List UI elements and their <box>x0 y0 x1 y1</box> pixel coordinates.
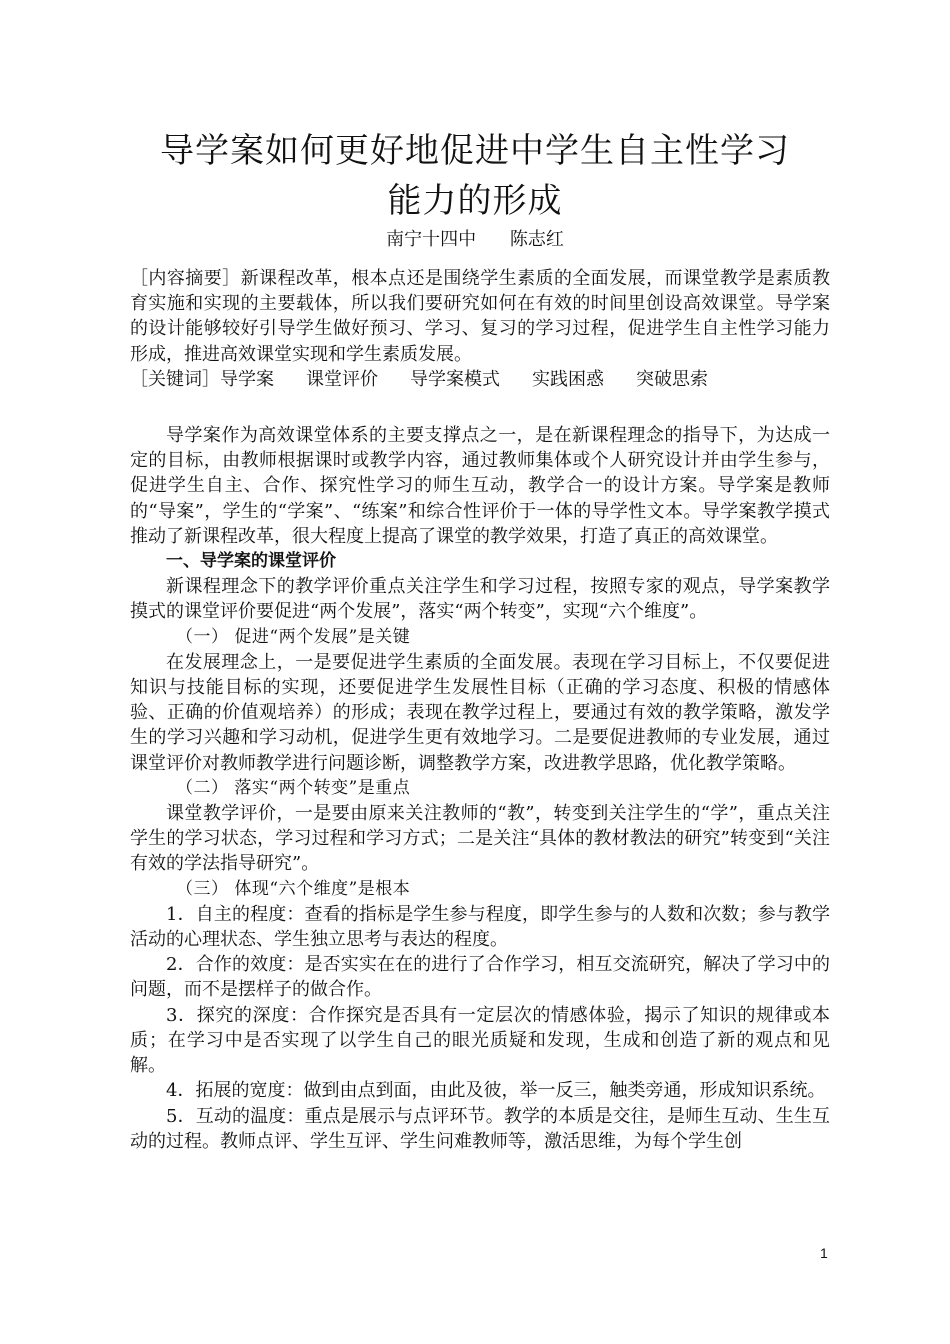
keyword: 课堂评价 <box>306 368 378 390</box>
keywords-line <box>130 367 830 392</box>
list-item: 1．自主的程度：查看的指标是学生参与程度，即学生参与的人数和次数；参与教学活动的心理状态、学生独立思考与表达的程度。 <box>130 903 830 951</box>
keywords-label: ［关键词］ <box>130 368 220 390</box>
keyword: 导学案模式 <box>410 368 500 390</box>
intro-paragraph: 导学案作为高效课堂体系的主要支撑点之一，是在新课程理念的指导下，为达成一定的目标，由教师根据课时或教学内容，通过教师集体或个人研究设计并由学生参与，促进学生自主、合作、探究性学习的师生互动，教学合一的设计方案。导学案是教师的“导案”，学生的“学案”、“练案”和综合性评价于一体的导学性文本。导学案教学摸式推动了新课程改革，很大程度上提高了课堂的教学效果，打造了真正的高效课堂。 <box>130 425 830 547</box>
keyword: 突破思索 <box>636 368 708 390</box>
list-item: 3．探究的深度：合作探究是否具有一定层次的情感体验，揭示了知识的规律或本质；在学习中是否实现了以学生自己的眼光质疑和发现，生成和创造了新的观点和见解。 <box>130 1004 830 1077</box>
byline <box>0 228 950 252</box>
subsection-2-text: 课堂教学评价，一是要由原来关注教师的“教”，转变到关注学生的“学”，重点关注学生的学习状态，学习过程和学习方式；二是关注“具体的教材教法的研究”转变到“关注有效的学法指导研究”。 <box>130 803 830 875</box>
keyword: 实践困惑 <box>532 368 604 390</box>
subsection-heading-1: （一） 促进“两个发展”是关键 <box>176 626 411 647</box>
keyword: 导学案 <box>220 368 274 390</box>
subsection-heading-3: （三） 体现“六个维度”是根本 <box>176 878 411 899</box>
author-name: 陈志红 <box>509 229 564 250</box>
title-line-1: 导学案如何更好地促进中学生自主性学习 <box>160 131 790 171</box>
list-item: 4．拓展的宽度：做到由点到面，由此及彼，举一反三，触类旁通，形成知识系统。 <box>166 1080 826 1102</box>
title-line-2: 能力的形成 <box>387 181 563 221</box>
document-body <box>130 266 830 1154</box>
subsection-1-text: 在发展理念上，一是要促进学生素质的全面发展。表现在学习目标上，不仅要促进知识与技能目标的实现，还要促进学生发展性目标（正确的学习态度、积极的情感体验、正确的价值观培养）的形成；表现在教学过程上，要通过有效的教学策略，激发学生的学习兴趣和学习动机，促进学生更有效地学习。二是要促进教师的专业发展，通过课堂评价对教师教学进行问题诊断，调整教学方案，改进教学思路，优化教学策略。 <box>130 651 830 774</box>
list-item: 5．互动的温度：重点是展示与点评环节。教学的本质是交往，是师生互动、生生互动的过程。教师点评、学生互评、学生问难教师等，激活思维，为每个学生创 <box>130 1105 830 1152</box>
subsection-heading-2: （二） 落实“两个转变”是重点 <box>176 777 411 798</box>
section-heading-1: 一、导学案的课堂评价 <box>166 551 336 572</box>
spacer <box>130 392 830 423</box>
section-1-intro: 新课程理念下的教学评价重点关注学生和学习过程，按照专家的观点，导学案教学摸式的课堂评价要促进“两个发展”，落实“两个转变”，实现“六个维度”。 <box>130 576 830 623</box>
abstract: ［内容摘要］新课程改革，根本点还是围绕学生素质的全面发展，而课堂教学是素质教育实施和实现的主要载体，所以我们要研究如何在有效的时间里创设高效课堂。导学案的设计能够较好引导学生做好预习、学习、复习的学习过程，促进学生自主性学习能力形成，推进高效课堂实现和学生素质发展。 <box>130 268 830 365</box>
page-number: 1 <box>820 1245 828 1261</box>
list-item: 2．合作的效度：是否实实在在的进行了合作学习，相互交流研究，解决了学习中的问题，而不是摆样子的做合作。 <box>130 954 830 1001</box>
author-school: 南宁十四中 <box>386 229 477 250</box>
